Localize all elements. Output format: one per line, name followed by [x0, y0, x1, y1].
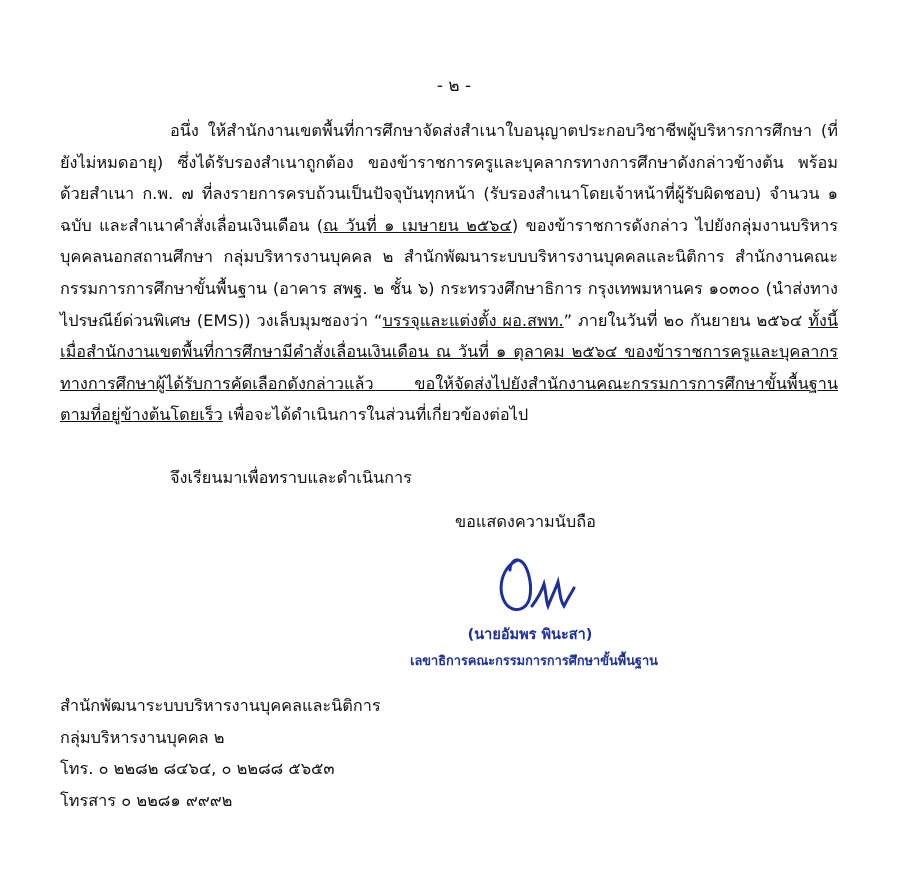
paragraph-text-1: อนึ่ง ให้สำนักงานเขตพื้นที่การศึกษาจัดส่งสำเนาใบอนุญาตประกอบวิชาชีพผู้บริหารการศึกษา (ที่ยังไม่หมดอายุ) ซึ่งได้รับรองสำเนาถูกต้อง ของข้าราชการครูและบุคลากรทางการศึกษาดังกล่าวข้างต้น พร้อมด้วยสำเนา ก.พ. ๗ ที่ลงรายการครบถ้วนเป็นปัจจุบันทุกหน้า (รับรองสำเนาโดยเจ้าหน้าที่ผู้รับผิดชอบ) จำนวน ๑ ฉบับ และสำเนาคำสั่งเลื่อนเงินเดือน ( — [60, 121, 838, 235]
paragraph-text-3: ” ภายในวันที่ ๒๐ กันยายน ๒๕๖๔ — [563, 310, 809, 330]
contact-office: สำนักพัฒนาระบบบริหารงานบุคคลและนิติการ — [60, 696, 381, 715]
paragraph-instruction-underlined: ทั้งนี้ เมื่อสำนักงานเขตพื้นที่การศึกษามีคำสั่งเลื่อนเงินเดือน ณ วันที่ ๑ ตุลาคม ๒๕๖๔ ของข้าราชการครูและบุคลากรทางการศึกษาผู้ได้รับการคัดเลือกดังกล่าวแล้ว ขอให้จัดส่งไปยังสำนักงานคณะกรรมการการศึกษาขั้นพื้นฐาน ตามที่อยู่ข้างต้นโดยเร็ว — [60, 310, 838, 425]
regards-line: ขอแสดงความนับถือ — [455, 512, 596, 531]
contact-fax: โทรสาร ๐ ๒๒๘๑ ๙๙๙๒ — [60, 790, 233, 810]
contact-group: กลุ่มบริหารงานบุคคล ๒ — [60, 727, 225, 747]
page-number: - ๒ - — [436, 76, 472, 96]
contact-phone: โทร. ๐ ๒๒๘๒ ๘๔๖๔, ๐ ๒๒๘๘ ๕๖๕๓ — [60, 759, 335, 779]
paragraph-date-underlined: ณ วันที่ ๑ เมษายน ๒๕๖๔ — [323, 215, 512, 235]
handwritten-signature — [488, 548, 583, 618]
body-paragraph — [60, 115, 838, 431]
closing-line: จึงเรียนมาเพื่อทราบและดำเนินการ — [170, 468, 412, 487]
paragraph-text-2: ) ของข้าราชการดังกล่าว ไปยังกลุ่มงานบริหารบุคคลนอกสถานศึกษา กลุ่มบริหารงานบุคคล ๒ สำนักพัฒนาระบบบริหารงานบุคคลและนิติการ สำนักงานคณะกรรมการการศึกษาขั้นพื้นฐาน (อาคาร สพฐ. ๒ ชั้น ๖) กระทรวงศึกษาธิการ กรุงเทพมหานคร ๑๐๓๐๐ (นำส่งทางไปรษณีย์ด่วนพิเศษ (EMS)) วงเล็บมุมซองว่า “ — [60, 215, 838, 330]
contact-block — [60, 690, 381, 816]
envelope-label-underlined: บรรจุและแต่งตั้ง ผอ.สพท. — [382, 310, 564, 330]
signer-name: (นายอัมพร พินะสา) — [467, 627, 593, 643]
signer-title: เลขาธิการคณะกรรมการการศึกษาขั้นพื้นฐาน — [410, 654, 658, 669]
paragraph-text-4: เพื่อจะได้ดำเนินการในส่วนที่เกี่ยวข้องต่อไป — [222, 405, 529, 425]
